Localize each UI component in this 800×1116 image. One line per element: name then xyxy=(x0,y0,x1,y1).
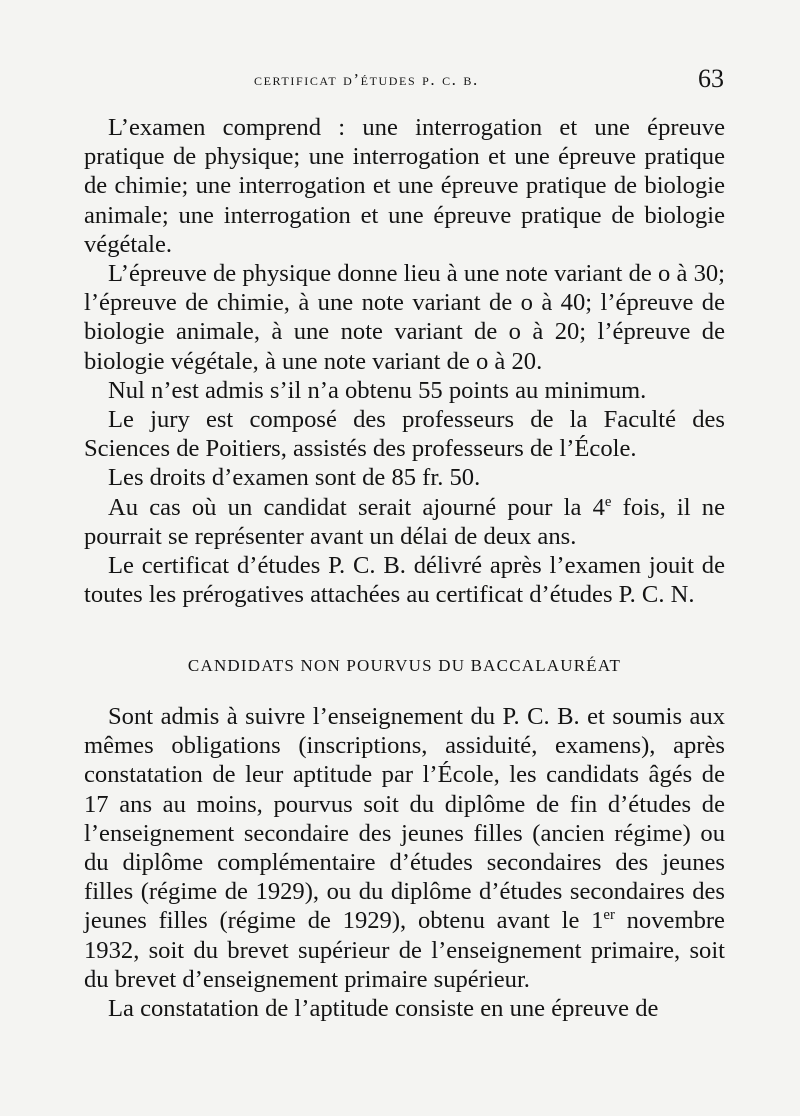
paragraph-admission-text: Sont admis à suivre l’enseignement du P. C. B. et soumis aux mêmes obligations (inscriptions, assiduité, examens), après constatation de leur aptitude par l’École, les candidats âgés de 17 ans au moins, pourvus soit du diplôme de fin d’études de l’enseignement secondaire des jeunes filles (ancien régime) ou du diplôme complémentaire d’études secondaires des jeunes filles (régime de 1929), ou du diplôme d’études secondaires des jeunes filles (régime de 1929), obtenu avant le 1 xyxy=(84,703,725,935)
paragraph-failure-rule-text-end: fois, il ne pourrait se représenter avant un délai de deux ans. xyxy=(84,493,725,550)
paragraph-exam-contents: L’examen comprend : une interrogation et une épreuve pratique de physique; une interrogation et une épreuve pratique de chimie; une interrogation et une épreuve pratique de biologie animale; une interrogation et une épreuve pratique de biologie végétale. xyxy=(84,114,725,258)
superscript-ordinal: er xyxy=(603,907,615,924)
running-head xyxy=(84,64,724,98)
paragraph-admission xyxy=(84,702,725,994)
main-text-block xyxy=(84,113,725,609)
paragraph-grading: L’épreuve de physique donne lieu à une note variant de o à 30; l’épreuve de chimie, à une note variant de o à 40; l’épreuve de biologie animale, à une note variant de o à 20; l’épreuve de biologie végétale, à une note variant de o à 20. xyxy=(84,260,725,375)
section-heading: CANDIDATS NON POURVUS DU BACCALAURÉAT xyxy=(187,656,622,675)
paragraph-admission-text-end: novembre 1932, soit du brevet supérieur de l’enseignement primaire, soit du brevet d’enseignement primaire supérieur. xyxy=(84,907,725,993)
paragraph-fees: Les droits d’examen sont de 85 fr. 50. xyxy=(108,464,481,492)
superscript-ordinal: e xyxy=(604,493,612,510)
paragraph-failure-rule xyxy=(84,493,725,551)
paragraph-certificate: Le certificat d’études P. C. B. délivré après l’examen jouit de toutes les prérogatives attachées au certificat d’études P. C. N. xyxy=(84,552,725,609)
page-number: 63 xyxy=(698,64,724,93)
paragraph-aptitude: La constatation de l’aptitude consiste en une épreuve de xyxy=(108,995,659,1023)
paragraph-minimum-points: Nul n’est admis s’il n’a obtenu 55 points au minimum. xyxy=(108,376,647,404)
paragraph-jury: Le jury est composé des professeurs de la Faculté des Sciences de Poitiers, assistés des professeurs de l’École. xyxy=(84,406,725,463)
running-title: certificat d’études p. c. b. xyxy=(254,70,479,89)
section-text-block xyxy=(84,702,725,1023)
paragraph-failure-rule-text: Au cas où un candidat serait ajourné pour la 4 xyxy=(108,493,605,521)
